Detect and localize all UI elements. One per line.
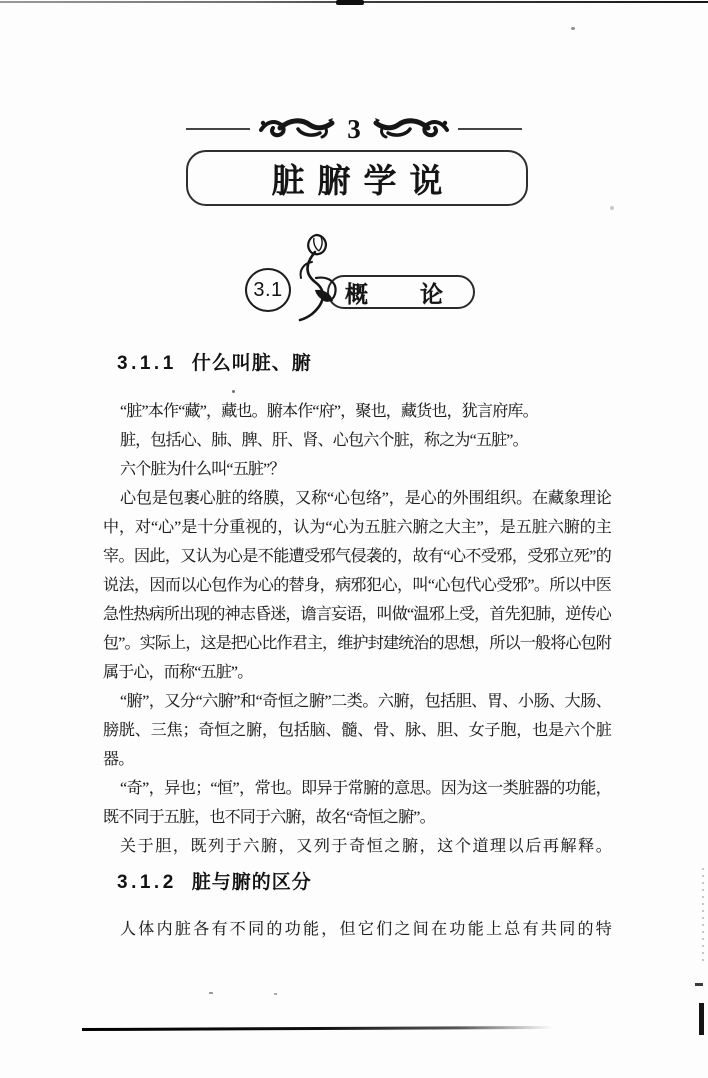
- paragraph: 心包是包裹心脏的络膜，又称“心包络”，是心的外围组织。在藏象理论中，对“心”是十分重视的，认为“心为五脏六腑之大主”，是五脏六腑的主宰。因此，又认为心是不能遭受邪气侵袭的，故有“心不受邪，受邪立死”的说法，因而以心包作为心的替身，病邪犯心，叫“心包代心受邪”。所以中医急性热病所出现的神志昏迷，谵言妄语，叫做“温邪上受，首先犯肺，逆传心包”。实际上，这是把心比作君主，维护封建统治的思想，所以一般将心包附属于心，而称“五脏”。: [103, 490, 611, 681]
- scan-artifact-speck: [274, 993, 277, 995]
- paragraph: 人体内脏各有不同的功能，但它们之间在功能上总有共同的特: [120, 921, 611, 938]
- subsection-2-number: 3.1.2: [117, 872, 177, 893]
- chapter-ornament-row: [0, 112, 708, 146]
- paragraph: “奇”，异也；“恒”，常也。即异于常腑的意思。因为这一类脏器的功能，既不同于五脏，也不同于六腑，故名“奇恒之腑”。: [103, 780, 611, 826]
- paragraph: 六个脏为什么叫“五脏”？: [120, 461, 285, 478]
- section-title-char-2: 论: [420, 280, 443, 307]
- scan-artifact-right-dots: [702, 868, 704, 964]
- scan-artifact-right-tick: [695, 983, 703, 986]
- subsection-2-title: 脏与腑的区分: [191, 872, 312, 893]
- page-content: [103, 352, 611, 944]
- scan-artifact-bottom-line: [82, 1026, 552, 1031]
- chapter-number: 3: [347, 113, 361, 144]
- paragraph: “腑”，又分“六腑”和“奇恒之腑”二类。六腑，包括胆、胃、小肠、大肠、膀胱、三焦；奇恒之腑，包括脑、髓、骨、脉、胆、女子胞，也是六个脏器。: [103, 693, 611, 768]
- scan-artifact-right-bar: [699, 1003, 704, 1035]
- scan-artifact-speck: [209, 992, 213, 994]
- scan-artifact-speck: [610, 206, 614, 210]
- subsection-1-number: 3.1.1: [117, 353, 177, 374]
- chapter-title-box: [186, 150, 528, 206]
- subsection-2-heading: [117, 871, 611, 895]
- section-title-char-1: 概: [345, 280, 368, 307]
- subsection-1-title: 什么叫脏、腑: [191, 353, 312, 374]
- paragraph: 关于胆，既列于六腑，又列于奇恒之腑，这个道理以后再解释。: [120, 838, 611, 855]
- paragraph: 脏，包括心、肺、脾、肝、肾、心包六个脏，称之为“五脏”。: [120, 432, 528, 449]
- section-number: 3.1: [253, 278, 283, 301]
- ornament-rule-left: [186, 128, 250, 130]
- section-header: [0, 236, 708, 336]
- section-number-circle: [245, 268, 291, 312]
- chapter-header: [0, 112, 708, 206]
- dragon-flourish-right-icon: [372, 116, 450, 142]
- dragon-flourish-left-icon: [258, 116, 336, 142]
- ornament-rule-right: [458, 128, 522, 130]
- paragraph: “脏”本作“藏”，藏也。腑本作“府”，聚也，藏货也，犹言府库。: [120, 403, 538, 420]
- scan-artifact-top-edge: [0, 1, 708, 3]
- chapter-title: 脏腑学说: [271, 161, 456, 199]
- subsection-1-heading: [117, 352, 611, 376]
- scan-artifact-speck: [571, 27, 575, 30]
- rose-sprig-icon: [288, 232, 350, 333]
- scan-artifact-top-blob: [336, 0, 364, 5]
